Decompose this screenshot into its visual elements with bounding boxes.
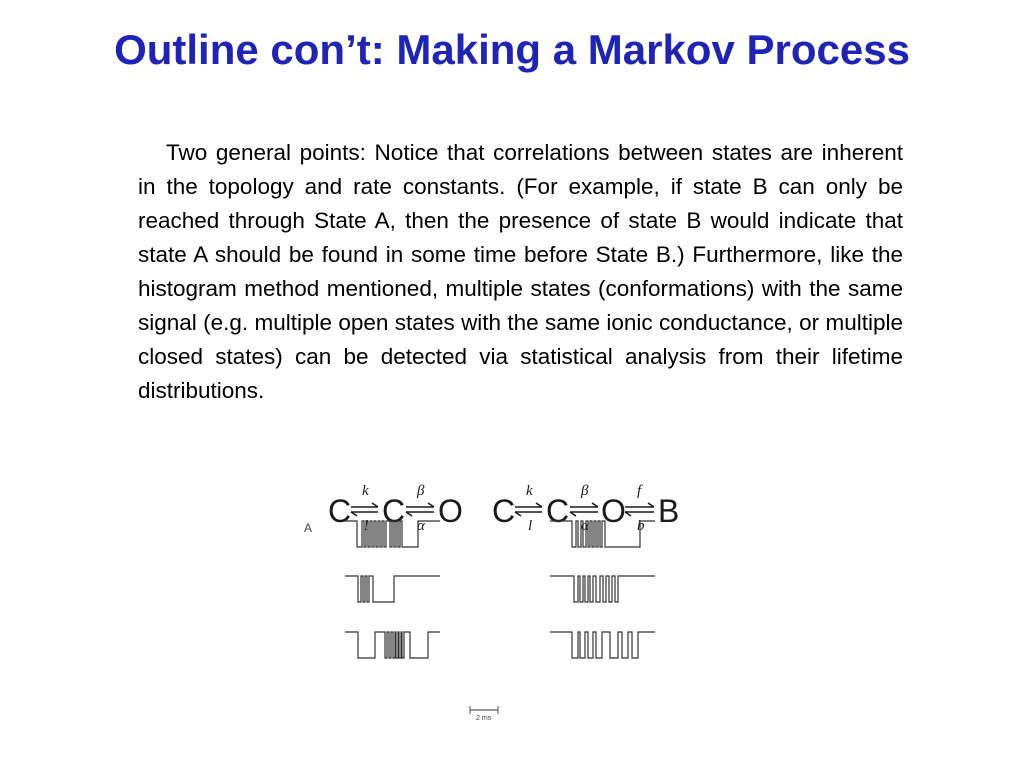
scheme-right-arrows-3 [625, 503, 654, 516]
scheme-right-rate-l: l [528, 518, 533, 534]
trace-right-3 [550, 632, 655, 658]
scheme-right-rate-alpha: α [581, 518, 589, 534]
trace-left-1 [345, 521, 440, 547]
scheme-right-state-3: O [601, 493, 626, 529]
scheme-right-rate-k: k [526, 483, 533, 499]
scheme-right-state-1: C [492, 493, 516, 529]
scheme-left-state-2: C [382, 493, 406, 529]
trace-left-3 [345, 632, 440, 658]
scheme-right-rate-beta: β [581, 483, 589, 499]
scheme-left-arrows-2 [406, 503, 434, 516]
scheme-left-rate-k: k [362, 483, 369, 499]
scheme-left-rate-alpha: α [417, 518, 425, 534]
scheme-left-arrows-1 [351, 503, 378, 516]
trace-left-2 [345, 576, 440, 602]
markov-figure-svg [300, 470, 720, 740]
scheme-left-rate-beta: β [417, 483, 425, 499]
scale-bar-label: 2 ms [476, 715, 492, 722]
scheme-left-state-3: O [438, 493, 463, 529]
scheme-right-arrows-2 [570, 503, 598, 516]
scheme-right-state-2: C [546, 493, 570, 529]
markov-figure [300, 470, 720, 740]
scheme-right-state-4: B [658, 493, 680, 529]
trace-right-2 [550, 576, 655, 602]
panel-label: A [304, 521, 313, 535]
scheme-right-rate-b: b [637, 518, 645, 534]
scheme-left-state-1: C [328, 493, 352, 529]
slide-title: Outline con’t: Making a Markov Process [114, 26, 910, 73]
body-paragraph: Two general points: Notice that correlations between states are inherent in the topology and rate constants. (For example, if state B can only be reached through State A, then the presence of state B would indicate that state A should be found in some time before State B.) Furthermore, like the histogram method mentioned, multiple states (conformations) with the same signal (e.g. multiple open states with the same ionic conductance, or multiple closed states) can be detected via statistical analysis from their lifetime distributions. [138, 140, 903, 403]
scheme-left-rate-l: l [364, 518, 369, 534]
scheme-right-arrows-1 [515, 503, 542, 516]
scheme-right-rate-f: f [637, 483, 642, 499]
single-channel-traces [345, 521, 655, 658]
scale-bar [470, 706, 498, 722]
